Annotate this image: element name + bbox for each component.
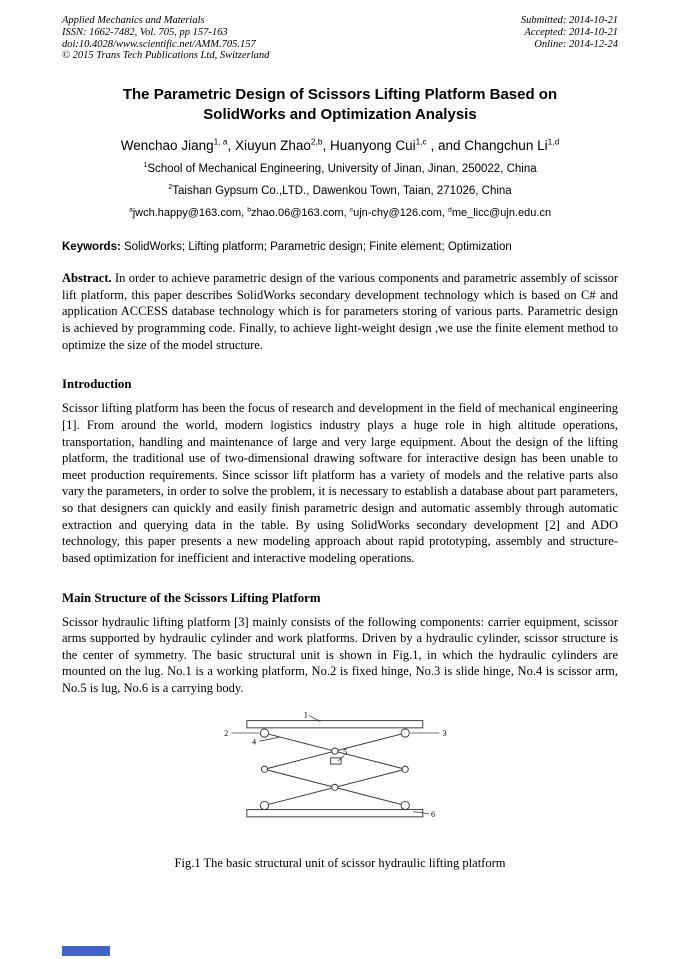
section-body-main-structure: Scissor hydraulic lifting platform [3] mainly consists of the following components: carrier equipment, scissor arms supported by hydraulic cylinder and work platforms. Driven by a hydraulic cylinder, scissor structure is the center of symmetry. The basic structural unit is shown in Fig.1, in which the hydraulic cylinders are mounted on the lug. No.1 is a working platform, No.2 is fixed hinge, No.3 is slide hinge, No.4 is scissor arm, No.5 is lug, No.6 is a carrying body. bbox=[62, 614, 618, 696]
diagram-arms bbox=[264, 733, 405, 805]
affiliation-text: Taishan Gypsum Co.,LTD., Dawenkou Town, Taian, 271026, China bbox=[172, 185, 512, 198]
keywords-label: Keywords: bbox=[62, 241, 121, 254]
author-sep: , bbox=[227, 138, 236, 154]
abstract bbox=[62, 270, 618, 353]
author-name: Wenchao Jiang bbox=[120, 138, 214, 154]
author-name: Changchun Li bbox=[464, 138, 548, 154]
accepted-date: Accepted: 2014-10-21 bbox=[524, 26, 618, 38]
journal-copyright: © 2015 Trans Tech Publications Ltd, Switzerland bbox=[62, 50, 270, 62]
figure-label-1: 1 bbox=[303, 710, 308, 720]
author-name: Xiuyun Zhao bbox=[235, 138, 311, 154]
figure-label-6: 6 bbox=[431, 809, 436, 819]
diagram-base bbox=[247, 809, 423, 816]
author-sup: 1,d bbox=[547, 136, 560, 147]
email-sep: , bbox=[343, 207, 350, 220]
keywords-line bbox=[62, 241, 618, 253]
paper-title: The Parametric Design of Scissors Lifting Platform Based on SolidWorks and Optimization Analysis bbox=[122, 86, 558, 123]
author-name: Huanyong Cui bbox=[330, 138, 416, 154]
online-date: Online: 2014-12-24 bbox=[534, 38, 618, 50]
email-address: jwch.happy@163.com bbox=[132, 207, 242, 220]
email-sup: d bbox=[448, 206, 452, 214]
figure-1 bbox=[62, 707, 618, 871]
author-sep: , bbox=[322, 138, 331, 154]
author-line bbox=[62, 138, 618, 153]
keywords-text: SolidWorks; Lifting platform; Parametric design; Finite element; Optimization bbox=[120, 241, 512, 254]
journal-doi: doi:10.4028/www.scientific.net/AMM.705.157 bbox=[62, 38, 256, 50]
figure-caption: Fig.1 The basic structural unit of scissor hydraulic lifting platform bbox=[174, 855, 506, 870]
email-address: zhao.06@163.com bbox=[251, 207, 344, 220]
email-address: ujn-chy@126.com bbox=[353, 207, 442, 220]
section-heading-introduction: Introduction bbox=[62, 377, 132, 392]
section-heading-main-structure: Main Structure of the Scissors Lifting Platform bbox=[62, 590, 321, 605]
journal-info bbox=[62, 15, 269, 62]
email-line bbox=[62, 207, 618, 219]
journal-name: Applied Mechanics and Materials bbox=[62, 15, 205, 26]
email-sup: b bbox=[247, 206, 252, 214]
figure-label-3: 3 bbox=[442, 728, 447, 738]
figure-label-5: 5 bbox=[343, 747, 348, 757]
diagram-joints bbox=[260, 729, 409, 810]
diagram-platform bbox=[247, 720, 423, 727]
author-sep: , and bbox=[426, 138, 465, 154]
affiliation-2 bbox=[62, 185, 618, 197]
masthead bbox=[62, 15, 618, 62]
figure-label-2: 2 bbox=[224, 728, 229, 738]
author-sup: 2,b bbox=[310, 136, 323, 147]
abstract-label: Abstract. bbox=[62, 271, 112, 286]
author-sup: 1,c bbox=[415, 136, 427, 147]
affiliation-1 bbox=[62, 163, 618, 175]
journal-issn-volume: ISSN: 1662-7482, Vol. 705, pp 157-163 bbox=[62, 26, 228, 38]
email-sep: , bbox=[441, 207, 449, 220]
email-address: me_licc@ujn.edu.cn bbox=[451, 207, 552, 220]
author-sup: 1, a bbox=[213, 136, 228, 147]
abstract-text: In order to achieve parametric design of the various components and parametric assembly of scissor lift platform, this paper describes SolidWorks secondary development technology which is based on C# and application ACCESS database technology which is for parameters storing of various parts. Parametric design is achieved by programming code. Finally, to achieve light-weight design ,we use the finite element method to optimize the size of the model structure. bbox=[62, 271, 618, 352]
submitted-date: Submitted: 2014-10-21 bbox=[520, 15, 618, 26]
scissor-diagram bbox=[221, 707, 459, 847]
affiliation-text: School of Mechanical Engineering, University of Jinan, Jinan, 250022, China bbox=[147, 163, 537, 176]
email-sup: a bbox=[128, 206, 133, 214]
email-sep: , bbox=[241, 207, 248, 220]
footer-accent-bar bbox=[62, 946, 110, 956]
figure-label-4: 4 bbox=[252, 737, 257, 747]
diagram-labels bbox=[224, 710, 446, 818]
affiliation-sup: 2 bbox=[168, 183, 173, 192]
affiliation-sup: 1 bbox=[143, 161, 148, 170]
email-sup: c bbox=[349, 206, 354, 214]
section-body-introduction: Scissor lifting platform has been the focus of research and development in the field of mechanical engineering [1]. From around the world, modern logistics industry plays a huge role in high altitude operations, transportation, handling and maintenance of large and very large equipment. About the design of the lifting platform, the traditional use of two-dimensional drawing software for interactive design has been unable to meet production requirements. Since scissor lift platform has a variety of models and the relative parts also vary the parameters, in order to solve the problem, it is necessary to establish a database about part parameters, so that designers can quickly and easily finish parametric design and automatic assembly through automatic extraction and querying data in the table. By using SolidWorks secondary development [2] and ADO technology, this paper presents a new modeling approach about rapid prototyping, assembly and structure-based optimization for inefficient and interactive modeling operations. bbox=[62, 401, 618, 565]
submission-dates bbox=[521, 15, 618, 62]
